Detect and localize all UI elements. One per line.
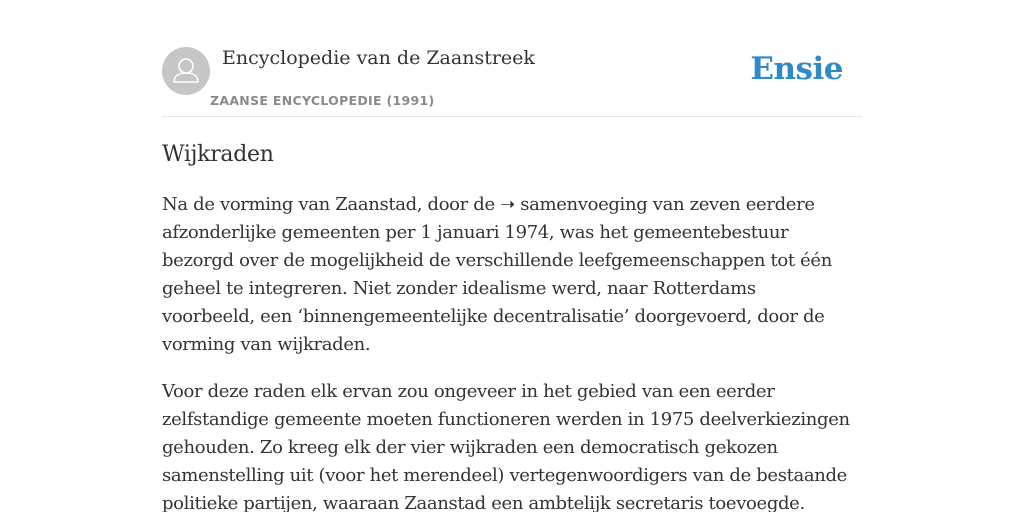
brand-logo[interactable]: Ensie xyxy=(750,51,843,87)
article xyxy=(162,138,852,512)
source-title[interactable]: Encyclopedie van de Zaanstreek xyxy=(222,47,535,69)
source-subtitle[interactable]: ZAANSE ENCYCLOPEDIE (1991) xyxy=(210,93,435,108)
paragraph-text: samenvoeging van zeven eerdere afzonderlijke gemeenten per 1 januari 1974, was het gemeentebestuur bezorgd over de mogelijkheid de verschillende leefgemeenschappen tot één geheel te integreren. Niet zonder idealisme werd, naar Rotterdams voorbeeld, een ‘binnengemeentelijke decentralisatie’ doorgevoerd, door de vorming van wijkraden. xyxy=(162,194,832,355)
cross-reference-arrow-icon[interactable]: ➝ xyxy=(500,194,515,215)
avatar[interactable] xyxy=(162,47,210,95)
article-title: Wijkraden xyxy=(162,142,274,167)
source-header xyxy=(162,0,862,117)
article-paragraph xyxy=(162,191,852,359)
article-paragraph: Voor deze raden elk ervan zou ongeveer in het gebied van een eerder zelfstandige gemeente moeten functioneren werden in 1975 deelverkiezingen gehouden. Zo kreeg elk der vier wijkraden een democratisch gekozen samenstelling uit (voor het merendeel) vertegenwoordigers van de bestaande politieke partijen, waaraan Zaanstad een ambtelijk secretaris toevoegde. xyxy=(162,381,850,512)
paragraph-text: Na de vorming van Zaanstad, door de xyxy=(162,194,501,215)
user-icon xyxy=(162,47,210,95)
